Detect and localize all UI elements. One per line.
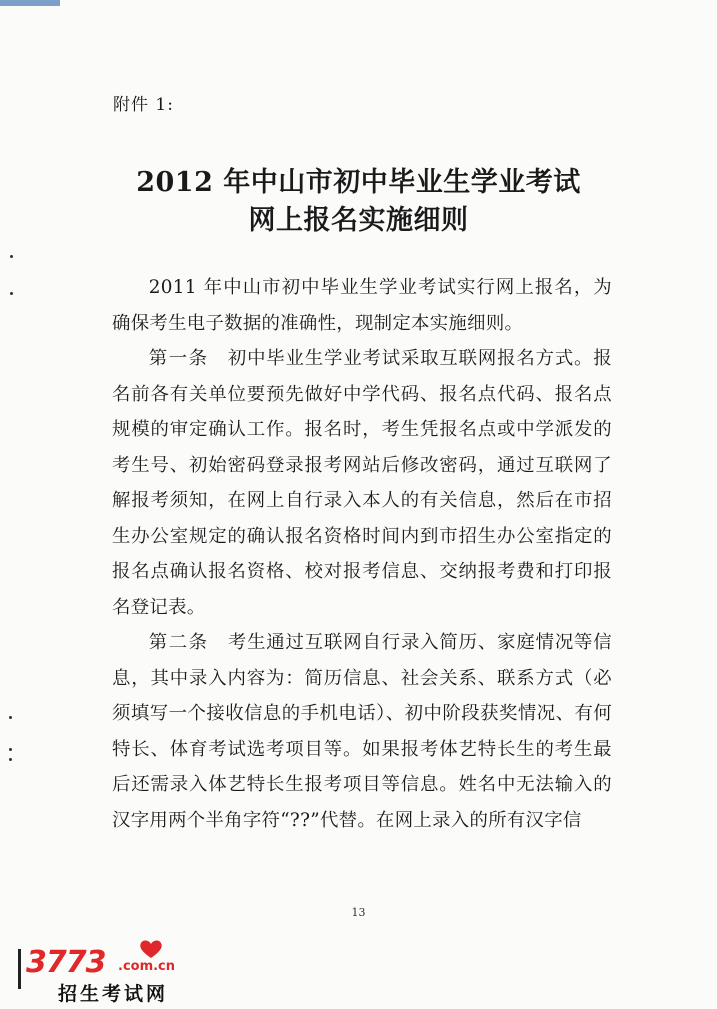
document-title-line-1: 2012 年中山市初中毕业生学业考试 bbox=[136, 167, 581, 198]
heart-icon bbox=[138, 939, 164, 959]
scan-dot bbox=[10, 292, 13, 295]
scan-edge-strip bbox=[0, 0, 60, 6]
scan-dot bbox=[10, 255, 13, 258]
scan-dot bbox=[9, 758, 12, 761]
watermark-number: 3773 bbox=[26, 945, 106, 980]
article-heading: 第二条 bbox=[148, 632, 209, 653]
paragraph-text: 考生通过互联网自行录入简历、家庭情况等信息，其中录入内容为：简历信息、社会关系、联系方式（必须填写一个接收信息的手机电话）、初中阶段获奖情况、有何特长、体育考试选考项目等。如果报考体艺特长生的考生最后还需录入体艺特长生报考项目等信息。姓名中无法输入的汉字用两个半角字符“??”代替。在网上录入的所有汉字信 bbox=[112, 632, 612, 831]
paragraph-article-1 bbox=[112, 341, 612, 625]
watermark-domain: .com.cn bbox=[118, 959, 176, 974]
scan-dot bbox=[9, 716, 12, 719]
document-body bbox=[112, 270, 612, 838]
scan-dot bbox=[9, 748, 12, 751]
watermark-site-name: 招生考试网 bbox=[58, 983, 169, 1005]
page-number: 13 bbox=[351, 906, 366, 919]
document-title-line-2: 网上报名实施细则 bbox=[248, 205, 469, 236]
paragraph-text: 初中毕业生学业考试采取互联网报名方式。报名前各有关单位要预先做好中学代码、报名点代码、报名点规模的审定确认工作。报名时，考生凭报名点或中学派发的考生号、初始密码登录报考网站后修改密码，通过互联网了解报考须知，在网上自行录入本人的有关信息，然后在市招生办公室规定的确认报名资格时间内到市招生办公室指定的报名点确认报名资格、校对报考信息、交纳报考费和打印报名登记表。 bbox=[112, 348, 612, 618]
paragraph-text: 2011 年中山市初中毕业生学业考试实行网上报名，为确保考生电子数据的准确性，现制定本实施细则。 bbox=[112, 277, 612, 334]
paragraph-article-2 bbox=[112, 625, 612, 838]
article-heading: 第一条 bbox=[148, 348, 209, 369]
paragraph-intro bbox=[112, 270, 612, 341]
site-watermark bbox=[18, 945, 178, 1005]
attachment-label: 附件 1: bbox=[113, 95, 174, 115]
